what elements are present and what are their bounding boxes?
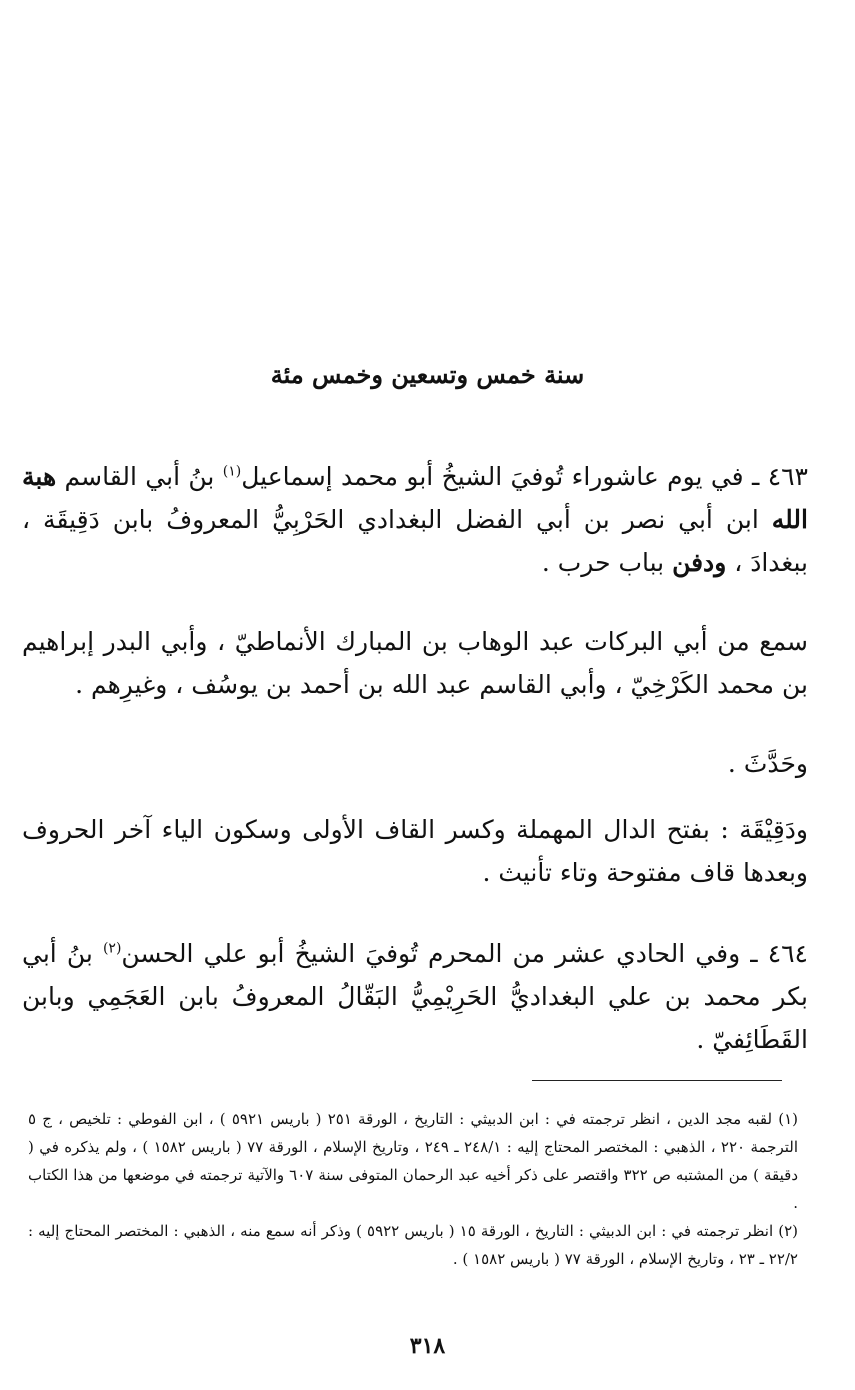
entry-text: ـ في يوم عاشوراء تُوفيَ الشيخُ أبو محمد إسماعيل [241,462,768,491]
entry-number: ٤٦٣ [767,462,808,491]
daqiqa-paragraph: ودَقِيْقَة : بفتح الدال المهملة وكسر القاف الأولى وسكون الياء آخر الحروف وبعدها قاف مفتوحة وتاء تأنيث . [22,815,808,887]
page-number: ٣١٨ [409,1333,446,1359]
bold-name: هبة الله [22,462,808,534]
footnote-divider [532,1080,782,1081]
heard-paragraph: سمع من أبي البركات عبد الوهاب بن المبارك الأنماطيّ ، وأبي البدر إبراهيم بن محمد الكَرْخِيّ ، وأبي القاسم عبد الله بن أحمد بن يوسُف ، وغيرِهم . [22,627,808,699]
year-heading: سنة خمس وتسعين وخمس مئة [270,360,585,389]
narrated-paragraph: وحَدَّثَ . [727,749,808,778]
entry-text: بنُ أبي بكر محمد بن علي البغداديُّ الحَرِيْمِيُّ البَقّالُ المعروفُ بابن العَجَمِي وبابن القَطَائِفيّ . [22,939,808,1054]
entry-text: بنُ أبي القاسم [56,462,223,491]
footnote-1: (١) لقبه مجد الدين ، انظر ترجمته في : ابن الدبيثي : التاريخ ، الورقة ٢٥١ ( باريس ٥٩٢١ ) ، ابن الفوطي : تلخيص ، ج ٥ الترجمة ٢٢٠ ، الذهبي : المختصر المحتاج إليه : ٢٤٨/١ ـ ٢٤٩ ، وتاريخ الإسلام ، الورقة ٧٧ ( باريس ١٥٨٢ ) ، ولم يذكره في ( دقيقة ) من المشتبه ص ٣٢٢ واقتصر على ذكر أخيه عبد الرحمان المتوفى سنة ٦٠٧ والآتية ترجمته في موضعها من هذا الكتاب . [28,1110,798,1212]
entry-text: بباب حرب . [541,548,673,577]
entry-464 [22,932,808,1061]
entry-463 [22,455,808,584]
footnotes [28,1105,798,1273]
footnote-ref[interactable]: (٢) [102,940,122,957]
footnote-ref[interactable]: (١) [222,463,242,480]
entry-text: ـ وفي الحادي عشر من المحرم تُوفيَ الشيخُ أبو علي الحسن [121,939,768,968]
entry-number: ٤٦٤ [767,939,808,968]
bold-word: ودفن [672,548,727,577]
entry-text: ابن أبي نصر بن أبي الفضل البغدادي الحَرْبِيُّ المعروفُ بابن دَقِيقَة ، ببغدادَ ، [22,505,808,577]
footnote-2: (٢) انظر ترجمته في : ابن الدبيثي : التاريخ ، الورقة ١٥ ( باريس ٥٩٢٢ ) وذكر أنه سمع منه ، الذهبي : المختصر المحتاج إليه : ٢٢/٢ ـ ٢٣ ، وتاريخ الإسلام ، الورقة ٧٧ ( باريس ١٥٨٢ ) . [28,1222,798,1268]
